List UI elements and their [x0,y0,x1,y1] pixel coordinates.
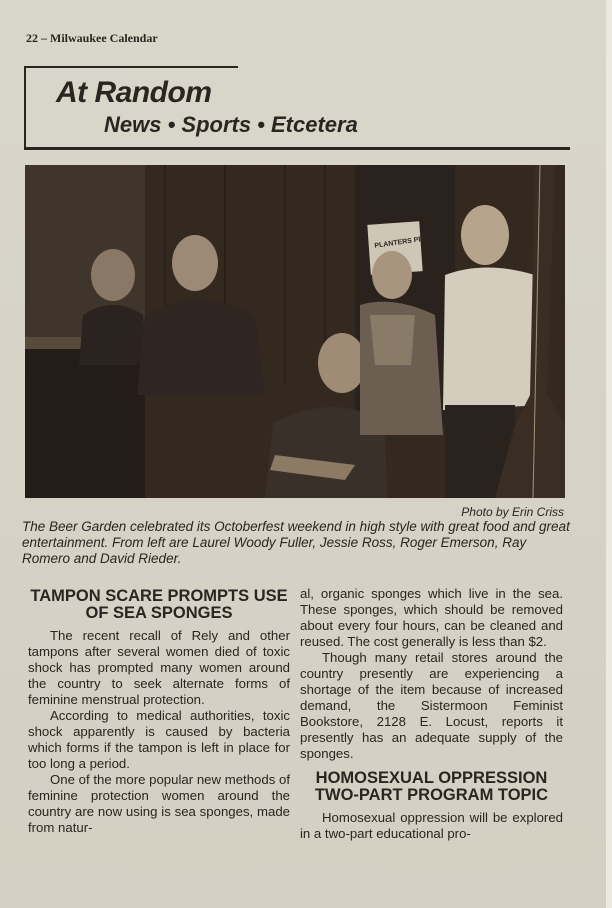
sign-lettering: PLANTERS PEANUTS [374,232,448,250]
photo-caption: The Beer Garden celebrated its Octoberfest weekend in high style with great food and great entertainment. From left are Laurel Woody Fuller, Jessie Ross, Roger Emerson, Ray Romero and David Rieder. [22,519,570,566]
article1-continuation: Though many retail stores around the country presently are experiencing a shortage of the item because of increased demand, the Sistermoon Feminist Bookstore, 2128 E. Locust, reports it presently has an adequate supply of the sponges. [300,650,563,761]
section-subtitle: News • Sports • Etcetera [104,112,358,137]
page-edge [606,0,612,908]
article2-paragraph: Homosexual oppression will be explored in a two-part educational pro- [300,810,563,841]
page-folio: 22 – Milwaukee Calendar [26,31,158,45]
article2-headline: HOMOSEXUAL OPPRESSION TWO-PART PROGRAM TOPIC [314,769,549,804]
article1-paragraph: The recent recall of Rely and other tampons after several women died of toxic shock has prompted many women around the country to seek alternate forms of feminine menstrual protection. [28,628,290,707]
article1-headline: TAMPON SCARE PROMPTS USE OF SEA SPONGES [30,587,288,622]
photo-illustration [25,165,565,498]
header-rule [24,147,570,150]
photo-credit: Photo by Erin Criss [461,505,564,519]
right-column [300,582,563,842]
group-photo [25,165,565,498]
section-title: At Random [56,76,212,109]
left-column [28,582,290,836]
article1-paragraph: One of the more popular new methods of feminine protection women around the country are now using is sea sponges, made from natur- [28,772,290,835]
section-header [24,66,568,150]
article1-continuation: al, organic sponges which live in the sea. These sponges, which should be removed about every four hours, can be cleaned and reused. The cost generally is less than $2. [300,586,563,649]
article1-paragraph: According to medical authorities, toxic shock apparently is caused by bacteria which forms if the tampon is left in place for too long a period. [28,708,290,771]
